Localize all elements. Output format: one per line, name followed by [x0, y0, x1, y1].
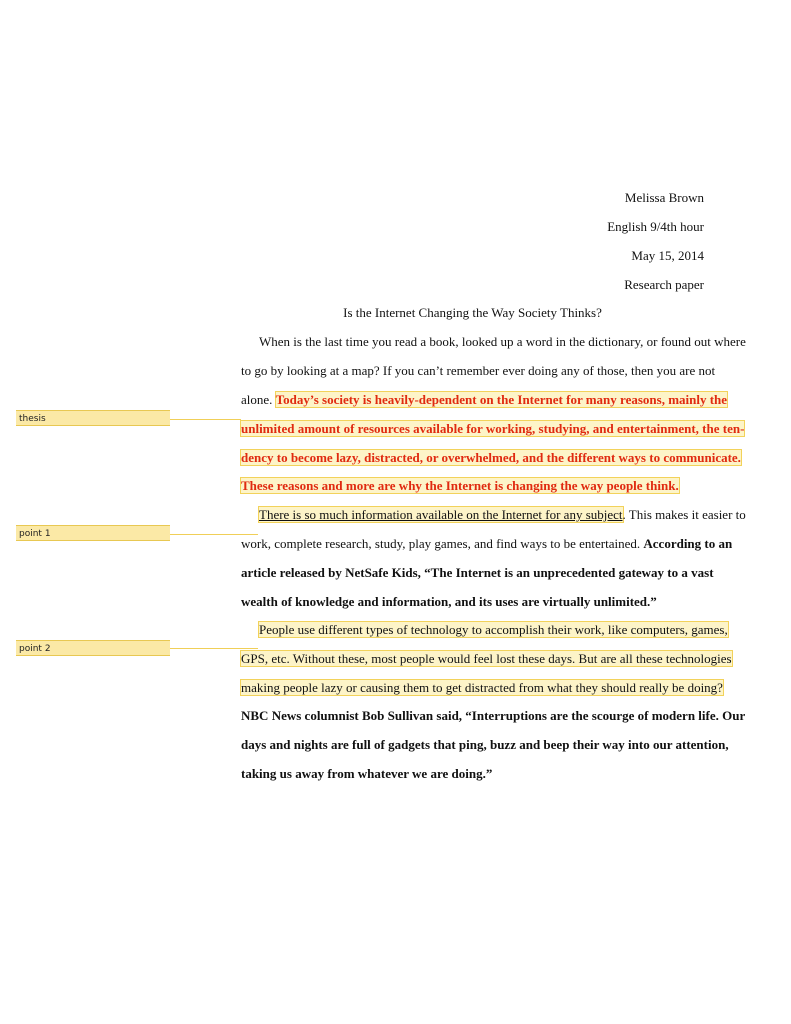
p1-line-6 [241, 478, 679, 494]
date: May 15, 2014 [631, 248, 704, 263]
thesis-text-4[interactable]: These reasons and more are why the Internet is changing the way people think. [241, 478, 679, 493]
p1-line-3 [241, 392, 727, 408]
p3-line-5: days and nights are full of gadgets that ping, buzz and beep their way into our attention, [241, 737, 729, 752]
thesis-annotation[interactable]: thesis [16, 410, 170, 426]
p3-line-2 [241, 651, 732, 667]
point1-leader-line [170, 534, 258, 535]
thesis-text-3[interactable]: dency to become lazy, distracted, or overwhelmed, and the different ways to communicate. [241, 450, 741, 465]
point2-text-1[interactable]: People use different types of technology to accomplish their work, like computers, games, [259, 622, 728, 637]
p1-line-1: When is the last time you read a book, looked up a word in the dictionary, or found out where [259, 334, 746, 349]
thesis-text-2[interactable]: unlimited amount of resources available for working, studying, and entertainment, the ten- [241, 421, 745, 436]
point2-text-2[interactable]: GPS, etc. Without these, most people would feel lost these days. But are all these technologies [241, 651, 732, 666]
thesis-text-1[interactable]: Today’s society is heavily-dependent on the Internet for many reasons, mainly the [275, 392, 728, 407]
p2-line-2 [241, 536, 732, 552]
author-name: Melissa Brown [624, 190, 704, 205]
p3-line-1 [241, 622, 728, 638]
p1-line-2: to go by looking at a map? If you can’t remember ever doing any of those, then you are not [241, 363, 716, 378]
thesis-leader-line [170, 419, 241, 420]
p2-line-1 [241, 507, 746, 523]
paper-type: Research paper [624, 277, 704, 292]
p1-line-5 [241, 450, 741, 466]
p3-line-4: NBC News columnist Bob Sullivan said, “Interruptions are the scourge of modern life. Our [241, 708, 746, 723]
p3-line-6: taking us away from whatever we are doing.” [241, 766, 493, 781]
point1-annotation[interactable]: point 1 [16, 525, 170, 541]
quote-intro: According to an [643, 536, 733, 551]
p2-line-1-end: . This makes it easier to [622, 507, 746, 522]
p1-line-4 [241, 421, 744, 437]
p2-line-4: wealth of knowledge and information, and its uses are virtually unlimited.” [241, 594, 657, 609]
point2-annotation[interactable]: point 2 [16, 640, 170, 656]
point2-text-3[interactable]: making people lazy or causing them to get distracted from what they should really be doing? [241, 680, 723, 695]
point1-text[interactable]: There is so much information available on the Internet for any subject [259, 507, 623, 522]
point2-leader-line [170, 648, 258, 649]
p2-line-3: article released by NetSafe Kids, “The Internet is an unprecedented gateway to a vast [241, 565, 714, 580]
paper-title: Is the Internet Changing the Way Society Thinks? [343, 305, 602, 320]
p1-line-3-start: alone. [241, 392, 276, 407]
class-info: English 9/4th hour [607, 219, 704, 234]
p3-line-3 [241, 680, 723, 696]
p2-line-2-start: work, complete research, study, play games, and find ways to be entertained. [241, 536, 644, 551]
